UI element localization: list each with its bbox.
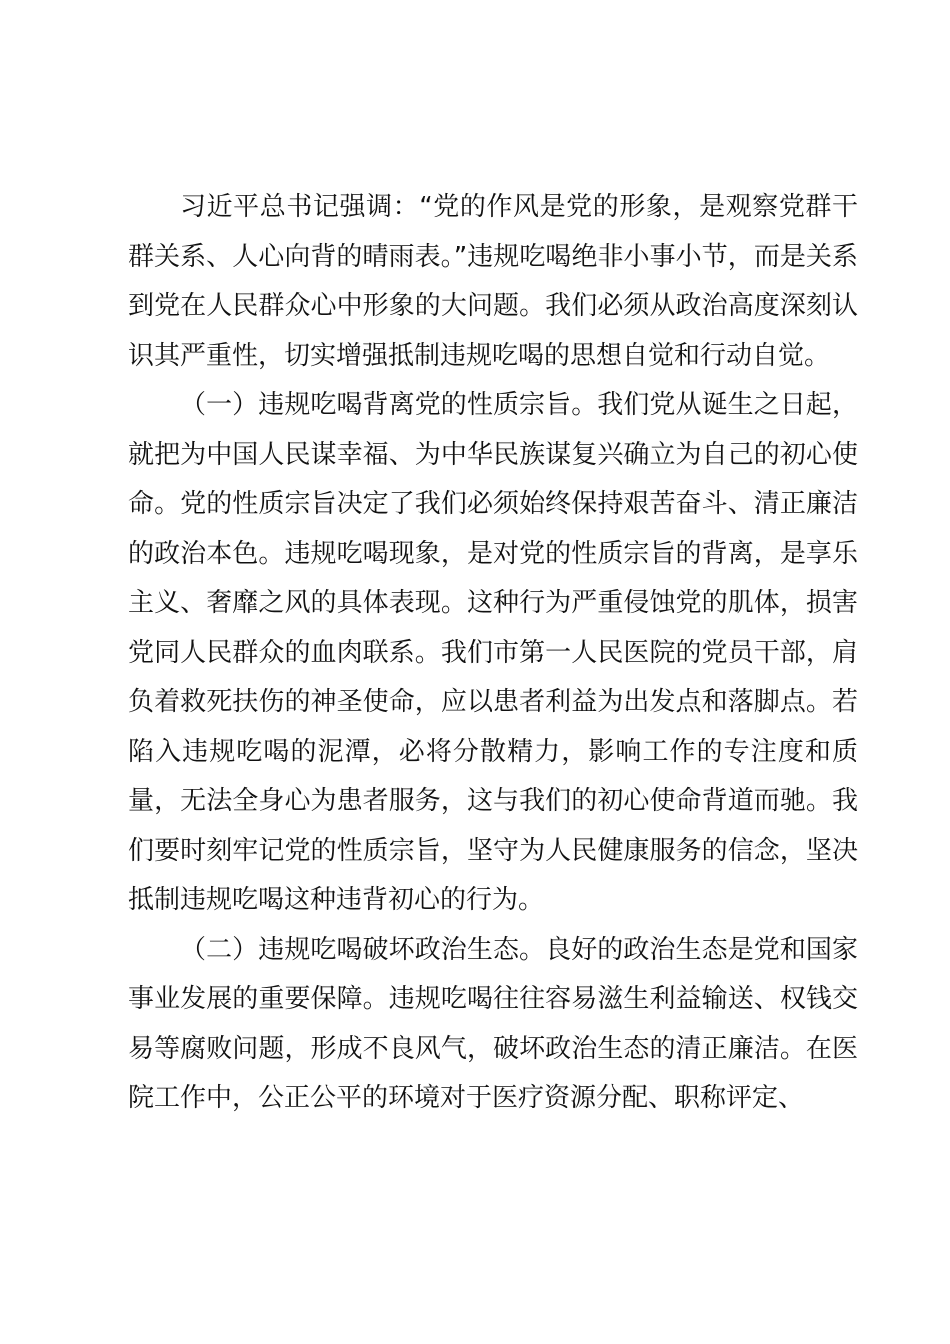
paragraph-section-one: （一）违规吃喝背离党的性质宗旨。我们党从诞生之日起，就把为中国人民谋幸福、为中华民族谋复兴确立为自己的初心使命。党的性质宗旨决定了我们必须始终保持艰苦奋斗、清正廉洁的政治本色。违规吃喝现象，是对党的性质宗旨的背离，是享乐主义、奢靡之风的具体表现。这种行为严重侵蚀党的肌体，损害党同人民群众的血肉联系。我们市第一人民医院的党员干部，肩负着救死扶伤的神圣使命，应以患者利益为出发点和落脚点。若陷入违规吃喝的泥潭，必将分散精力，影响工作的专注度和质量，无法全身心为患者服务，这与我们的初心使命背道而驰。我们要时刻牢记党的性质宗旨，坚守为人民健康服务的信念，坚决抵制违规吃喝这种违背初心的行为。 (128, 390, 858, 915)
paragraph-section-two: （二）违规吃喝破坏政治生态。良好的政治生态是党和国家事业发展的重要保障。违规吃喝往往容易滋生利益输送、权钱交易等腐败问题，形成不良风气，破坏政治生态的清正廉洁。在医院工作中，公正公平的环境对于医疗资源分配、职称评定、 (128, 934, 858, 1113)
paragraph-intro: 习近平总书记强调：“党的作风是党的形象，是观察党群干群关系、人心向背的晴雨表。”违规吃喝绝非小事小节，而是关系到党在人民群众心中形象的大问题。我们必须从政治高度深刻认识其严重性，切实增强抵制违规吃喝的思想自觉和行动自觉。 (128, 192, 858, 371)
document-body (128, 183, 858, 1124)
